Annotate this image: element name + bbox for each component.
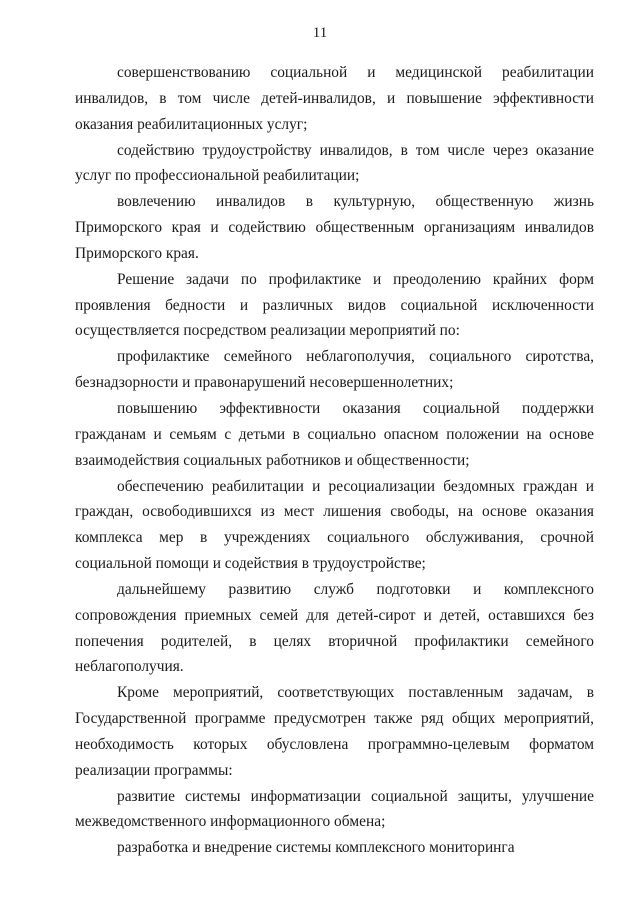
- paragraph-resocialization: обеспечению реабилитации и ресоциализации бездомных граждан и граждан, освободившихся из мест лишения свободы, на основе оказания комплекса мер в учреждениях социального обслуживания, срочной социальной помощи и содействия в трудоустройстве;: [75, 477, 594, 573]
- paragraph-cultural-involvement: вовлечению инвалидов в культурную, общественную жизнь Приморского края и содействию общественным организациям инвалидов Приморского края.: [75, 193, 594, 262]
- page-number: 11: [312, 25, 328, 41]
- paragraph-family-prevention: профилактике семейного неблагополучия, социального сиротства, безнадзорности и правонарушений несовершеннолетних;: [75, 348, 594, 392]
- paragraph-monitoring: разработка и внедрение системы комплексного мониторинга: [117, 839, 515, 857]
- paragraph-social-support: повышению эффективности оказания социальной поддержки гражданам и семьям с детьми в социально опасном положении на основе взаимодействия социальных работников и общественности;: [75, 399, 594, 469]
- paragraph-poverty-task: Решение задачи по профилактике и преодолению крайних форм проявления бедности и различных видов социальной исключенности осуществляется посредством реализации мероприятий по:: [75, 270, 594, 340]
- paragraph-rehabilitation: совершенствованию социальной и медицинской реабилитации инвалидов, в том числе детей-инвалидов, и повышение эффективности оказания реабилитационных услуг;: [75, 64, 594, 133]
- paragraph-informatization: развитие системы информатизации социальной защиты, улучшение межведомственного информационного обмена;: [75, 787, 594, 831]
- paragraph-employment: содействию трудоустройству инвалидов, в том числе через оказание услуг по профессиональной реабилитации;: [75, 141, 594, 185]
- paragraph-general-measures: Кроме мероприятий, соответствующих поставленным задачам, в Государственной программе предусмотрен также ряд общих мероприятий, необходимость которых обусловлена программно-целевым форматом реализации программы:: [75, 684, 594, 779]
- paragraph-foster-families: дальнейшему развитию служб подготовки и комплексного сопровождения приемных семей для детей-сирот и детей, оставшихся без попечения родителей, в целях вторичной профилактики семейного неблагополучия.: [75, 580, 594, 676]
- document-body: [75, 60, 594, 861]
